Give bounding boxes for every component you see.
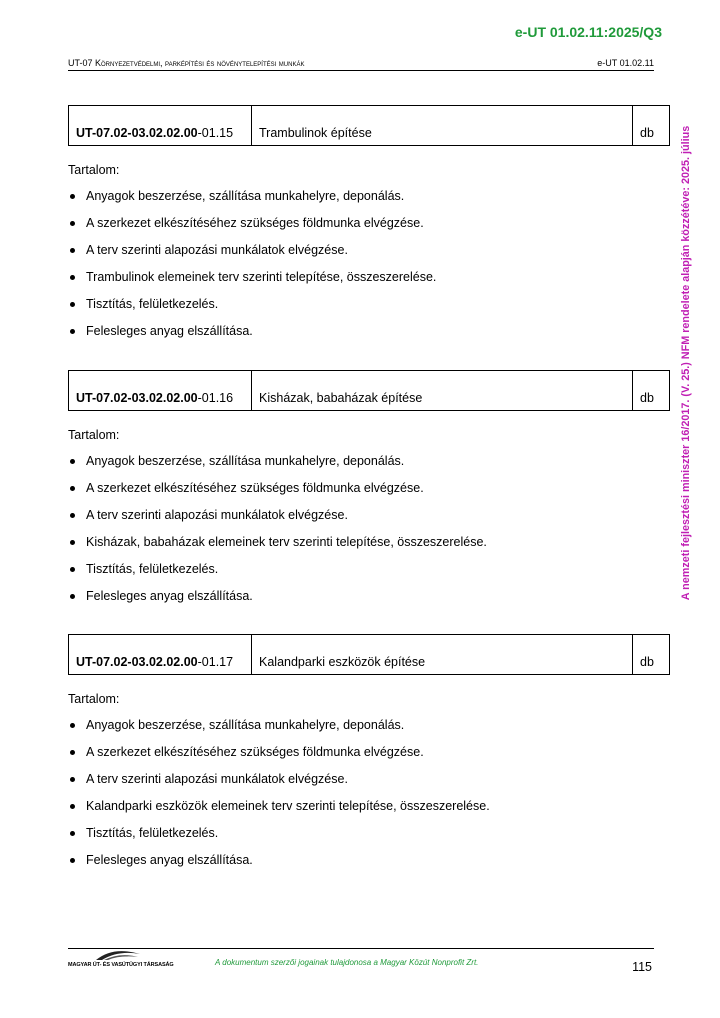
item-code: UT-07.02-03.02.02.00-01.16	[69, 371, 252, 411]
bullet-icon	[70, 804, 75, 809]
list-item: Felesleges anyag elszállítása.	[68, 324, 670, 339]
list-item: A szerkezet elkészítéséhez szükséges földmunka elvégzése.	[68, 481, 670, 496]
list-item: Kalandparki eszközök elemeinek terv szerinti telepítése, összeszerelése.	[68, 799, 670, 814]
content-label: Tartalom:	[68, 692, 120, 706]
list-item: A terv szerinti alapozási munkálatok elvégzése.	[68, 508, 670, 523]
list-item: Felesleges anyag elszállítása.	[68, 589, 670, 604]
bullet-icon	[70, 275, 75, 280]
content-list	[68, 189, 670, 339]
header-title: Környezetvédelmi, parképítési és növénytelepítési munkák	[95, 58, 305, 68]
org-logo	[68, 948, 174, 972]
list-item: Anyagok beszerzése, szállítása munkahelyre, deponálás.	[68, 189, 670, 204]
bullet-icon	[70, 513, 75, 518]
header-prefix: UT-07	[68, 58, 96, 68]
road-swoosh-icon	[68, 948, 168, 962]
item-unit: db	[633, 371, 670, 411]
publication-note-text: A nemzeti fejlesztési miniszter 16/2017. (V. 25.) NFM rendelete alapján közzétéve: 2025. július	[680, 125, 692, 601]
document-code: e-UT 01.02.11:2025/Q3	[514, 24, 662, 40]
list-item: Kisházak, babaházak elemeinek terv szerinti telepítése, összeszerelése.	[68, 535, 670, 550]
section-item	[68, 105, 670, 339]
item-title: Kisházak, babaházak építése	[252, 371, 633, 411]
item-title: Kalandparki eszközök építése	[252, 635, 633, 675]
item-code: UT-07.02-03.02.02.00-01.15	[69, 106, 252, 146]
list-item: A terv szerinti alapozási munkálatok elvégzése.	[68, 243, 670, 258]
item-code: UT-07.02-03.02.02.00-01.17	[69, 635, 252, 675]
bullet-icon	[70, 831, 75, 836]
item-title: Trambulinok építése	[252, 106, 633, 146]
bullet-icon	[70, 302, 75, 307]
bullet-icon	[70, 723, 75, 728]
list-item: Tisztítás, felületkezelés.	[68, 826, 670, 841]
bullet-icon	[70, 594, 75, 599]
bullet-icon	[70, 777, 75, 782]
bullet-icon	[70, 858, 75, 863]
bullet-icon	[70, 194, 75, 199]
bullet-icon	[70, 750, 75, 755]
org-name: MAGYAR ÚT- ÉS VASÚTÜGYI TÁRSASÁG	[68, 962, 174, 968]
bullet-icon	[70, 567, 75, 572]
list-item: Tisztítás, felületkezelés.	[68, 297, 670, 312]
item-header-row	[69, 106, 670, 146]
bullet-icon	[70, 221, 75, 226]
list-item: Felesleges anyag elszállítása.	[68, 853, 670, 868]
publication-note	[676, 96, 696, 630]
item-header-table	[68, 634, 670, 675]
list-item: A szerkezet elkészítéséhez szükséges földmunka elvégzése.	[68, 216, 670, 231]
section-item	[68, 634, 670, 868]
list-item: A szerkezet elkészítéséhez szükséges földmunka elvégzése.	[68, 745, 670, 760]
item-header-row	[69, 371, 670, 411]
item-unit: db	[633, 106, 670, 146]
bullet-icon	[70, 329, 75, 334]
bullet-icon	[70, 540, 75, 545]
copyright-notice: A dokumentum szerzői jogainak tulajdonosa a Magyar Közút Nonprofit Zrt.	[215, 958, 479, 967]
content-label: Tartalom:	[68, 163, 120, 177]
section-item	[68, 370, 670, 604]
list-item: Trambulinok elemeinek terv szerinti telepítése, összeszerelése.	[68, 270, 670, 285]
header-standard-code: e-UT 01.02.11	[597, 58, 654, 68]
content-list	[68, 454, 670, 604]
bullet-icon	[70, 486, 75, 491]
item-unit: db	[633, 635, 670, 675]
item-header-table	[68, 105, 670, 146]
content-label: Tartalom:	[68, 428, 120, 442]
item-header-table	[68, 370, 670, 411]
list-item: A terv szerinti alapozási munkálatok elvégzése.	[68, 772, 670, 787]
list-item: Anyagok beszerzése, szállítása munkahelyre, deponálás.	[68, 454, 670, 469]
list-item: Tisztítás, felületkezelés.	[68, 562, 670, 577]
bullet-icon	[70, 248, 75, 253]
item-header-row	[69, 635, 670, 675]
page-header	[68, 58, 654, 71]
bullet-icon	[70, 459, 75, 464]
list-item: Anyagok beszerzése, szállítása munkahelyre, deponálás.	[68, 718, 670, 733]
header-chapter	[68, 58, 304, 68]
page-number: 115	[632, 960, 652, 974]
content-list	[68, 718, 670, 868]
